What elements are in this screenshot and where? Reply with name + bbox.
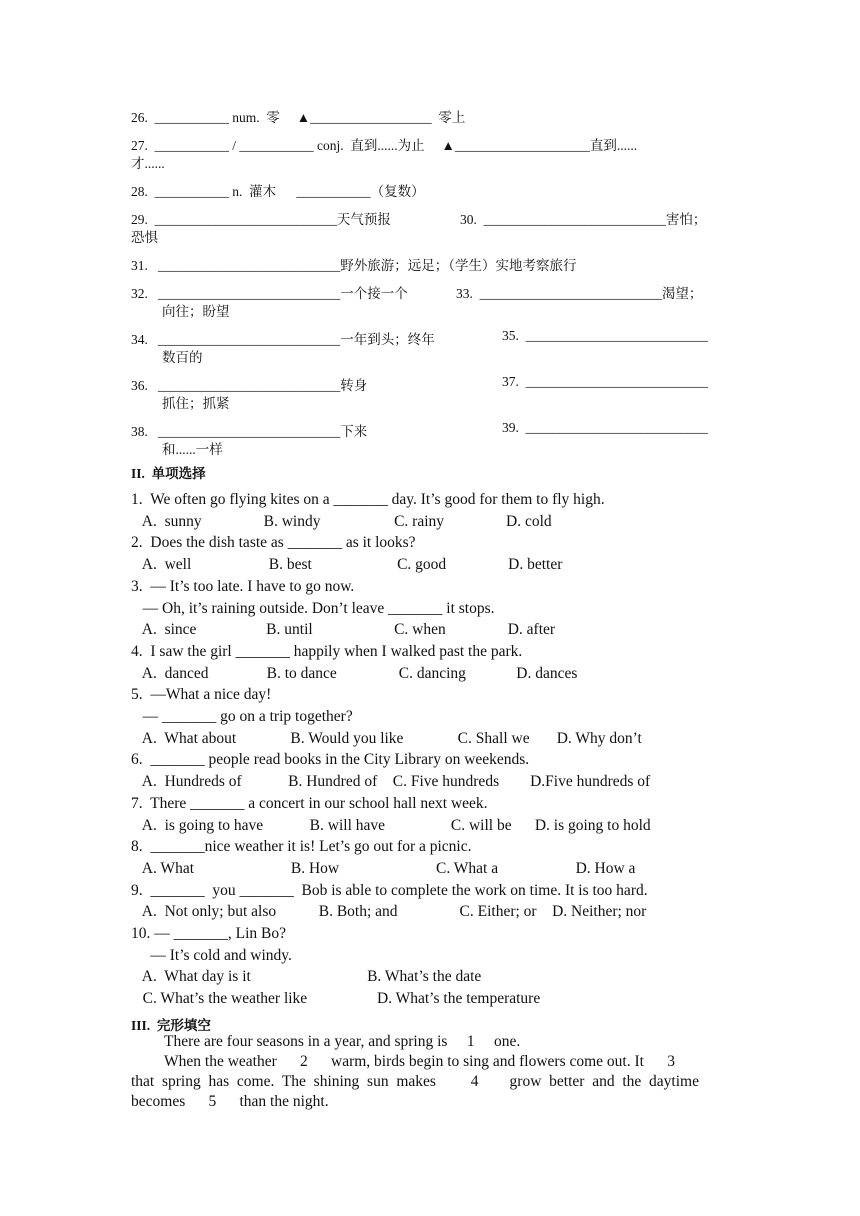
vocab-item-33-cont: 向往；盼望 bbox=[162, 304, 230, 319]
vocab-item-28: 28. ___________ n. 灌木 ___________（复数） bbox=[131, 184, 425, 199]
question-line: A. since B. until C. when D. after bbox=[131, 621, 556, 639]
question-line: C. What’s the weather like D. What’s the temperature bbox=[131, 990, 541, 1008]
vocab-item-37: 37. ___________________________ bbox=[502, 374, 708, 389]
vocab-item-30: 30. ___________________________害怕； bbox=[460, 212, 707, 227]
vocab-item-35-cont: 数百的 bbox=[162, 350, 203, 365]
vocab-item-29: 29. ___________________________天气预报 bbox=[131, 212, 391, 227]
question-line: A. is going to have B. will have C. will be D. is going to hold bbox=[131, 816, 651, 834]
section-heading-multiple-choice: II. 单项选择 bbox=[131, 466, 206, 481]
vocab-item-26: 26. ___________ num. 零 ▲__________________ 零上 bbox=[131, 110, 466, 125]
question-line: A. sunny B. windy C. rainy D. cold bbox=[131, 512, 552, 530]
question-line: 10. — _______, Lin Bo? bbox=[131, 925, 286, 942]
question-line: A. danced B. to dance C. dancing D. dances bbox=[131, 664, 578, 682]
vocab-item-36: 36. ___________________________转身 bbox=[131, 378, 368, 393]
question-line: A. Hundreds of B. Hundred of C. Five hundreds D.Five hundreds of bbox=[131, 773, 651, 791]
question-line: A. What B. How C. What a D. How a bbox=[131, 859, 636, 877]
vocab-item-35: 35. ___________________________ bbox=[502, 328, 708, 343]
cloze-paragraph-line-4: becomes 5 than the night. bbox=[131, 1093, 329, 1110]
vocab-item-33: 33. ___________________________渴望； bbox=[456, 286, 703, 301]
question-line: A. What day is it B. What’s the date bbox=[131, 968, 482, 986]
question-line: 5. —What a nice day! bbox=[131, 686, 272, 704]
question-line: 1. We often go flying kites on a _______ day. It’s good for them to fly high. bbox=[131, 491, 605, 508]
vocab-item-37-cont: 抓住；抓紧 bbox=[162, 396, 230, 411]
vocab-item-32: 32. ___________________________一个接一个 bbox=[131, 286, 408, 301]
question-line: 6. _______ people read books in the City Library on weekends. bbox=[131, 751, 530, 769]
question-line: — _______ go on a trip together? bbox=[131, 708, 353, 725]
vocab-item-38: 38. ___________________________下来 bbox=[131, 424, 368, 439]
question-line: A. What about B. Would you like C. Shall we D. Why don’t bbox=[131, 729, 642, 747]
section-heading-cloze: III. 完形填空 bbox=[131, 1018, 211, 1033]
vocab-item-39-cont: 和......一样 bbox=[162, 442, 223, 457]
question-line: — It’s cold and windy. bbox=[131, 946, 292, 964]
question-line: 4. I saw the girl _______ happily when I walked past the park. bbox=[131, 642, 523, 660]
question-line: A. Not only; but also B. Both; and C. Either; or D. Neither; nor bbox=[131, 903, 647, 921]
question-line: 2. Does the dish taste as _______ as it looks? bbox=[131, 534, 416, 552]
cloze-paragraph-line-1: There are four seasons in a year, and spring is 1 one. bbox=[164, 1033, 521, 1050]
vocab-item-30-cont: 恐惧 bbox=[131, 230, 158, 245]
question-line: 9. _______ you _______ Bob is able to complete the work on time. It is too hard. bbox=[131, 881, 648, 899]
cloze-paragraph-line-2: When the weather 2 warm, birds begin to sing and flowers come out. It 3 bbox=[164, 1053, 675, 1070]
question-line: 8. _______nice weather it is! Let’s go out for a picnic. bbox=[131, 838, 472, 856]
question-line: — Oh, it’s raining outside. Don’t leave _______ it stops. bbox=[131, 599, 495, 617]
vocab-item-27-cont: 才...... bbox=[131, 156, 165, 171]
vocab-item-39: 39. ___________________________ bbox=[502, 420, 708, 435]
vocab-item-27: 27. ___________ / ___________ conj. 直到......为止 ▲____________________直到...... bbox=[131, 138, 638, 153]
vocab-item-31: 31. ___________________________野外旅游；远足；（学生）实地考察旅行 bbox=[131, 258, 577, 273]
vocab-item-34: 34. ___________________________一年到头；终年 bbox=[131, 332, 435, 347]
cloze-paragraph-line-3: that spring has come. The shining sun makes 4 grow better and the daytime bbox=[131, 1073, 699, 1090]
question-line: 3. — It’s too late. I have to go now. bbox=[131, 577, 355, 595]
question-line: 7. There _______ a concert in our school hall next week. bbox=[131, 794, 488, 812]
question-line: A. well B. best C. good D. better bbox=[131, 556, 563, 574]
